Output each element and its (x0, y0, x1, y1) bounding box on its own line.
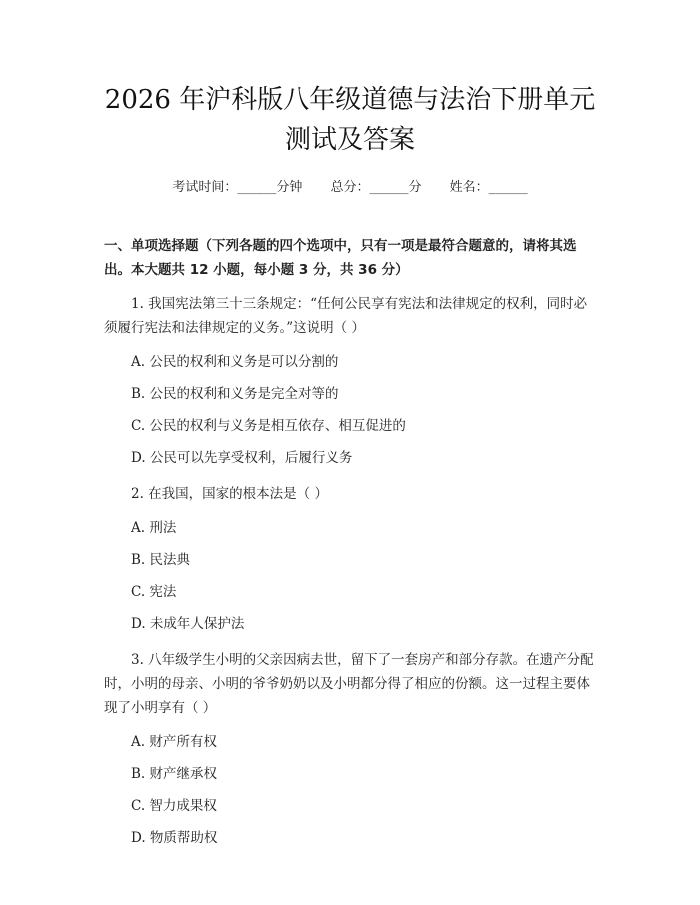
option-b: B. 财产继承权 (131, 766, 218, 782)
option-b: B. 民法典 (131, 552, 191, 568)
option-d: D. 物质帮助权 (131, 830, 218, 846)
option-a: A. 刑法 (131, 520, 177, 536)
exam-meta (104, 178, 596, 198)
option-a: A. 财产所有权 (131, 734, 217, 750)
section-heading: 一、单项选择题（下列各题的四个选项中，只有一项是最符合题意的，请将其选出。本大题共 12 小题，每小题 3 分，共 36 分） (104, 238, 577, 278)
question-stem: 1. 我国宪法第三十三条规定：“任何公民享有宪法和法律规定的权利，同时必须履行宪法和法律规定的义务。”这说明（ ） (104, 296, 588, 336)
question-3 (104, 648, 596, 850)
option-c: C. 宪法 (131, 584, 177, 600)
option-a: A. 公民的权利和义务是可以分割的 (131, 354, 339, 370)
option-b: B. 公民的权利和义务是完全对等的 (131, 386, 339, 402)
option-d: D. 未成年人保护法 (131, 616, 245, 632)
option-d: D. 公民可以先享受权利，后履行义务 (131, 450, 353, 466)
option-c: C. 智力成果权 (131, 798, 217, 814)
page-title: 2026 年沪科版八年级道德与法治下册单元测试及答案 (104, 85, 596, 155)
question-stem: 3. 八年级学生小明的父亲因病去世，留下了一套房产和部分存款。在遗产分配时，小明的母亲、小明的爷爷奶奶以及小明都分得了相应的份额。这一过程主要体现了小明享有（ ） (104, 652, 594, 716)
exam-name: 姓名：______ (449, 180, 528, 195)
question-2 (104, 482, 596, 636)
exam-time: 考试时间：______分钟 (172, 180, 303, 195)
option-c: C. 公民的权利与义务是相互依存、相互促进的 (131, 418, 406, 434)
question-stem: 2. 在我国，国家的根本法是（ ） (131, 486, 328, 502)
exam-score: 总分：______分 (330, 180, 422, 195)
question-1 (104, 292, 596, 470)
